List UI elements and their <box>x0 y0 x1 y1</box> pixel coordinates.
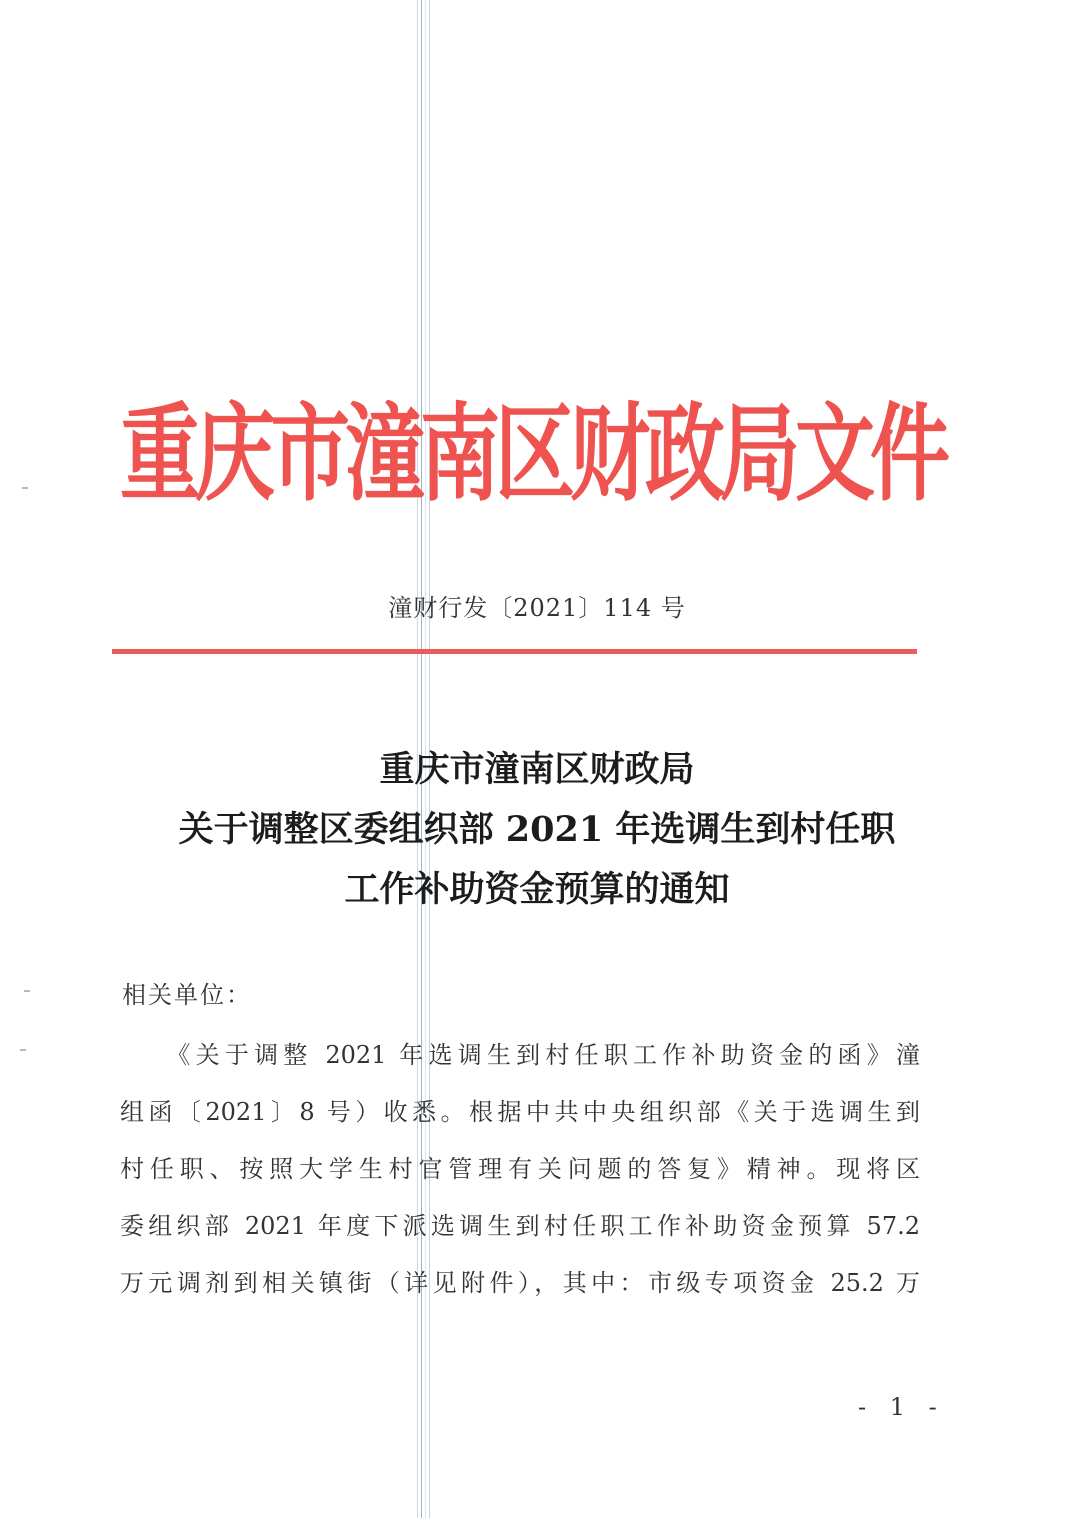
body-line: 村任职、按照大学生村官管理有关问题的答复》精神。现将区 <box>120 1155 920 1183</box>
scan-speck <box>24 990 30 992</box>
body-line: 万元调剂到相关镇街（详见附件），其中：市级专项资金 25.2 万 <box>120 1269 920 1297</box>
scan-speck <box>20 1049 26 1051</box>
addressee: 相关单位： <box>122 981 252 1009</box>
notice-title-line: 工作补助资金预算的通知 <box>344 869 730 910</box>
body-line: 《关于调整 2021 年选调生到村任职工作补助资金的函》潼 <box>120 1041 920 1069</box>
body-line: 组函〔2021〕8 号）收悉。根据中共中央组织部《关于选调生到 <box>120 1098 920 1126</box>
header-red-rule <box>112 649 917 654</box>
body-paragraph <box>120 1027 920 1312</box>
notice-title-line: 关于调整区委组织部 2021 年选调生到村任职 <box>178 809 896 850</box>
notice-title <box>100 740 974 920</box>
scan-speck <box>22 487 28 489</box>
document-number: 潼财行发〔2021〕114 号 <box>388 594 686 622</box>
document-header-title: 重庆市潼南区财政局文件 <box>120 392 945 516</box>
body-line: 委组织部 2021 年度下派选调生到村任职工作补助资金预算 57.2 <box>120 1212 920 1240</box>
notice-title-line: 重庆市潼南区财政局 <box>379 749 695 790</box>
page-number: - 1 - <box>858 1393 945 1421</box>
